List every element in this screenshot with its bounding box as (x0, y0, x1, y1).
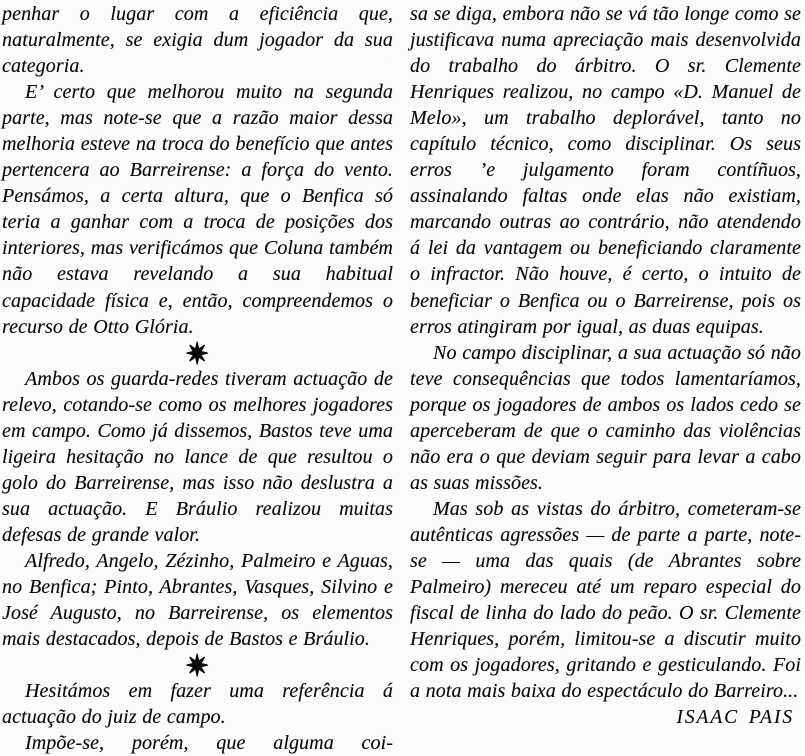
paragraph: E’ certo que melhorou muito na segunda parte, mas note-se que a razão maior dessa melhoria esteve na troca do benefício que antes pertencera ao Barreirense: a força do vento. Pensámos, a certa altura, que o Benfica só teria a ganhar com a troca de posições dos interiores, mas verificámos que Coluna também não estava revelando a sua habitual capacidade física e, então, compreendemos o recurso de Otto Glória. (2, 81, 393, 338)
paragraph: Mas sob as vistas do árbitro, cometeram-se autênticas agressões — de parte a parte, note-se — uma das quais (de Abrantes sobre Palmeiro) mereceu até um reparo especial do fiscal de linha do lado do peão. O sr. Clemente Henriques, porém, limitou-se a discutir muito com os jogadores, gritando e gesticulando. Foi a nota mais baixa do espectáculo do Barreiro... (410, 497, 801, 703)
article-byline: ISAAC PAIS (676, 707, 794, 729)
paragraph: penhar o lugar com a eficiência que, naturalmente, se exigia dum jogador da sua categoria. (2, 3, 393, 78)
paragraph: Alfredo, Angelo, Zézinho, Palmeiro e Aguas, no Benfica; Pinto, Abrantes, Vasques, Silvino e José Augusto, no Barreirense, os elementos mais destacados, depois de Bastos e Bráulio. (2, 549, 393, 651)
paragraph: No campo disciplinar, a sua actuação só não teve consequências que todos lamentaríamos, porque os jogadores de ambos os lados cedo se aperceberam de que o caminho das violências não era o que deviam seguir para levar a cabo as suas missões. (410, 341, 801, 494)
paragraph: Ambos os guarda-redes tiveram actuação de relevo, cotando-se como os melhores jogadores em campo. Como já dissemos, Bastos teve uma ligeira hesitação no lance de que resultou o golo do Barreirense, mas isso não deslustra a sua actuação. E Bráulio realizou muitas defesas de grande valor. (2, 367, 393, 546)
asterisk-star-icon: ✷ (185, 336, 210, 371)
paragraph: sa se diga, embora não se vá tão longe como se justificava numa apreciação mais desenvolvida do trabalho do árbitro. O sr. Clemente Henriques realizou, no campo «D. Manuel de Melo», um trabalho deplorável, tanto no capítulo técnico, como disciplinar. Os seus erros ’e julgamento foram contíñuos, assinalando faltas onde elas não existiam, marcando outras ao contrário, não atendendo á lei da vantagem ou beneficiando claramente o infractor. Não houve, é certo, o intuito de beneficiar o Benfica ou o Barreirense, pois os erros atingiram por igual, as duas equipas. (410, 3, 801, 338)
asterisk-star-icon: ✷ (185, 649, 210, 683)
section-separator (2, 336, 393, 371)
paragraph: Hesitámos em fazer uma referência á actuação do juiz de campo. (2, 680, 393, 729)
paragraph-continued: Impõe-se, porém, que alguma coi- (25, 732, 393, 755)
article-column-left (0, 0, 397, 756)
section-separator (2, 649, 393, 683)
article-column-right (408, 0, 805, 730)
column-gutter (397, 0, 408, 720)
